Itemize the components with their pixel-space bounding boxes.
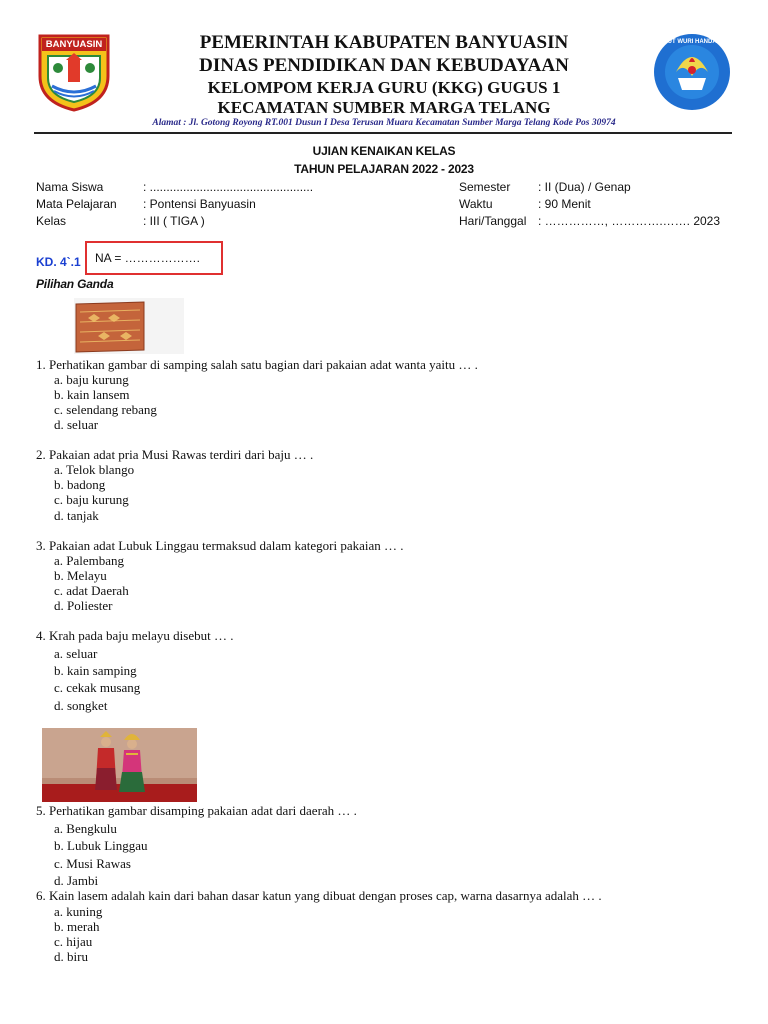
q6-option-a: a. kuning [54, 904, 103, 919]
q3-option-d: d. Poliester [54, 598, 113, 613]
q3-option-b: b. Melayu [54, 568, 107, 583]
info-value-tanggal: : ……………, ………….……. 2023 [538, 214, 721, 228]
info-value-nama: : ................................................. [143, 180, 314, 194]
header-line4: KECAMATAN SUMBER MARGA TELANG [217, 98, 551, 117]
q2-option-a: a. Telok blango [54, 462, 135, 477]
q2-option-d: d. tanjak [54, 508, 99, 523]
q1-option-b: b. kain lansem [54, 387, 130, 402]
exam-year: TAHUN PELAJARAN 2022 - 2023 [294, 162, 474, 176]
section-title: Pilihan Ganda [36, 277, 114, 291]
q5-option-c: c. Musi Rawas [54, 856, 131, 871]
q1-option-c: c. selendang rebang [54, 402, 157, 417]
question-5: 5. Perhatikan gambar disamping pakaian adat dari daerah … . [36, 803, 357, 818]
info-label-mapel: Mata Pelajaran [36, 197, 117, 211]
q4-option-a: a. seluar [54, 646, 98, 661]
question-1: 1. Perhatikan gambar di samping salah satu bagian dari pakaian adat wanta yaitu … . [36, 357, 478, 372]
q6-option-b: b. merah [54, 919, 100, 934]
exam-title: UJIAN KENAIKAN KELAS [312, 144, 456, 158]
q3-option-a: a. Palembang [54, 553, 125, 568]
header-address: Alamat : Jl. Gotong Royong RT.001 Dusun I Desa Terusan Muara Kecamatan Sumber Marga Telang Kode Pos 30974 [152, 118, 616, 128]
info-value-kelas: : III ( TIGA ) [143, 214, 205, 228]
header-line3: KELOMPOM KERJA GURU (KKG) GUGUS 1 [207, 78, 561, 97]
info-value-semester: : II (Dua) / Genap [538, 180, 631, 194]
q4-option-b: b. kain samping [54, 663, 137, 678]
q2-option-c: c. baju kurung [54, 492, 129, 507]
q3-option-c: c. adat Daerah [54, 583, 129, 598]
info-label-waktu: Waktu [459, 197, 493, 211]
info-label-nama: Nama Siswa [36, 180, 104, 194]
q1-option-d: d. seluar [54, 417, 99, 432]
question-4: 4. Krah pada baju melayu disebut … . [36, 628, 234, 643]
q4-option-d: d. songket [54, 698, 108, 713]
question-2: 2. Pakaian adat pria Musi Rawas terdiri dari baju … . [36, 447, 314, 462]
q6-option-d: d. biru [54, 949, 88, 964]
info-label-semester: Semester [459, 180, 511, 194]
logo-motto: TUT WURI HANDAYANI [664, 39, 730, 45]
info-value-mapel: : Pontensi Banyuasin [143, 197, 256, 211]
info-label-tanggal: Hari/Tanggal [459, 214, 527, 228]
q2-option-b: b. badong [54, 477, 106, 492]
header-line1: PEMERINTAH KABUPATEN BANYUASIN [199, 32, 569, 53]
q5-option-b: b. Lubuk Linggau [54, 838, 148, 853]
header-divider [34, 132, 732, 134]
na-score-text: NA = ………………. [95, 251, 201, 265]
question-6: 6. Kain lasem adalah kain dari bahan dasar katun yang dibuat dengan proses cap, warna dasarnya adalah … . [36, 888, 602, 903]
logo-text: BANYUASIN [45, 39, 103, 50]
question-3: 3. Pakaian adat Lubuk Linggau termaksud dalam kategori pakaian … . [36, 538, 404, 553]
traditional-costume-image [42, 728, 197, 802]
q6-option-c: c. hijau [54, 934, 93, 949]
kd-label: KD. 4`.1 [36, 255, 81, 269]
info-label-kelas: Kelas [36, 214, 67, 228]
q5-option-d: d. Jambi [54, 873, 99, 888]
songket-cloth-image [74, 298, 184, 354]
q1-option-a: a. baju kurung [54, 372, 129, 387]
q4-option-c: c. cekak musang [54, 680, 141, 695]
info-value-waktu: : 90 Menit [538, 197, 591, 211]
q5-option-a: a. Bengkulu [54, 821, 117, 836]
header-line2: DINAS PENDIDIKAN DAN KEBUDAYAAN [199, 55, 569, 76]
na-score-box [85, 241, 223, 275]
